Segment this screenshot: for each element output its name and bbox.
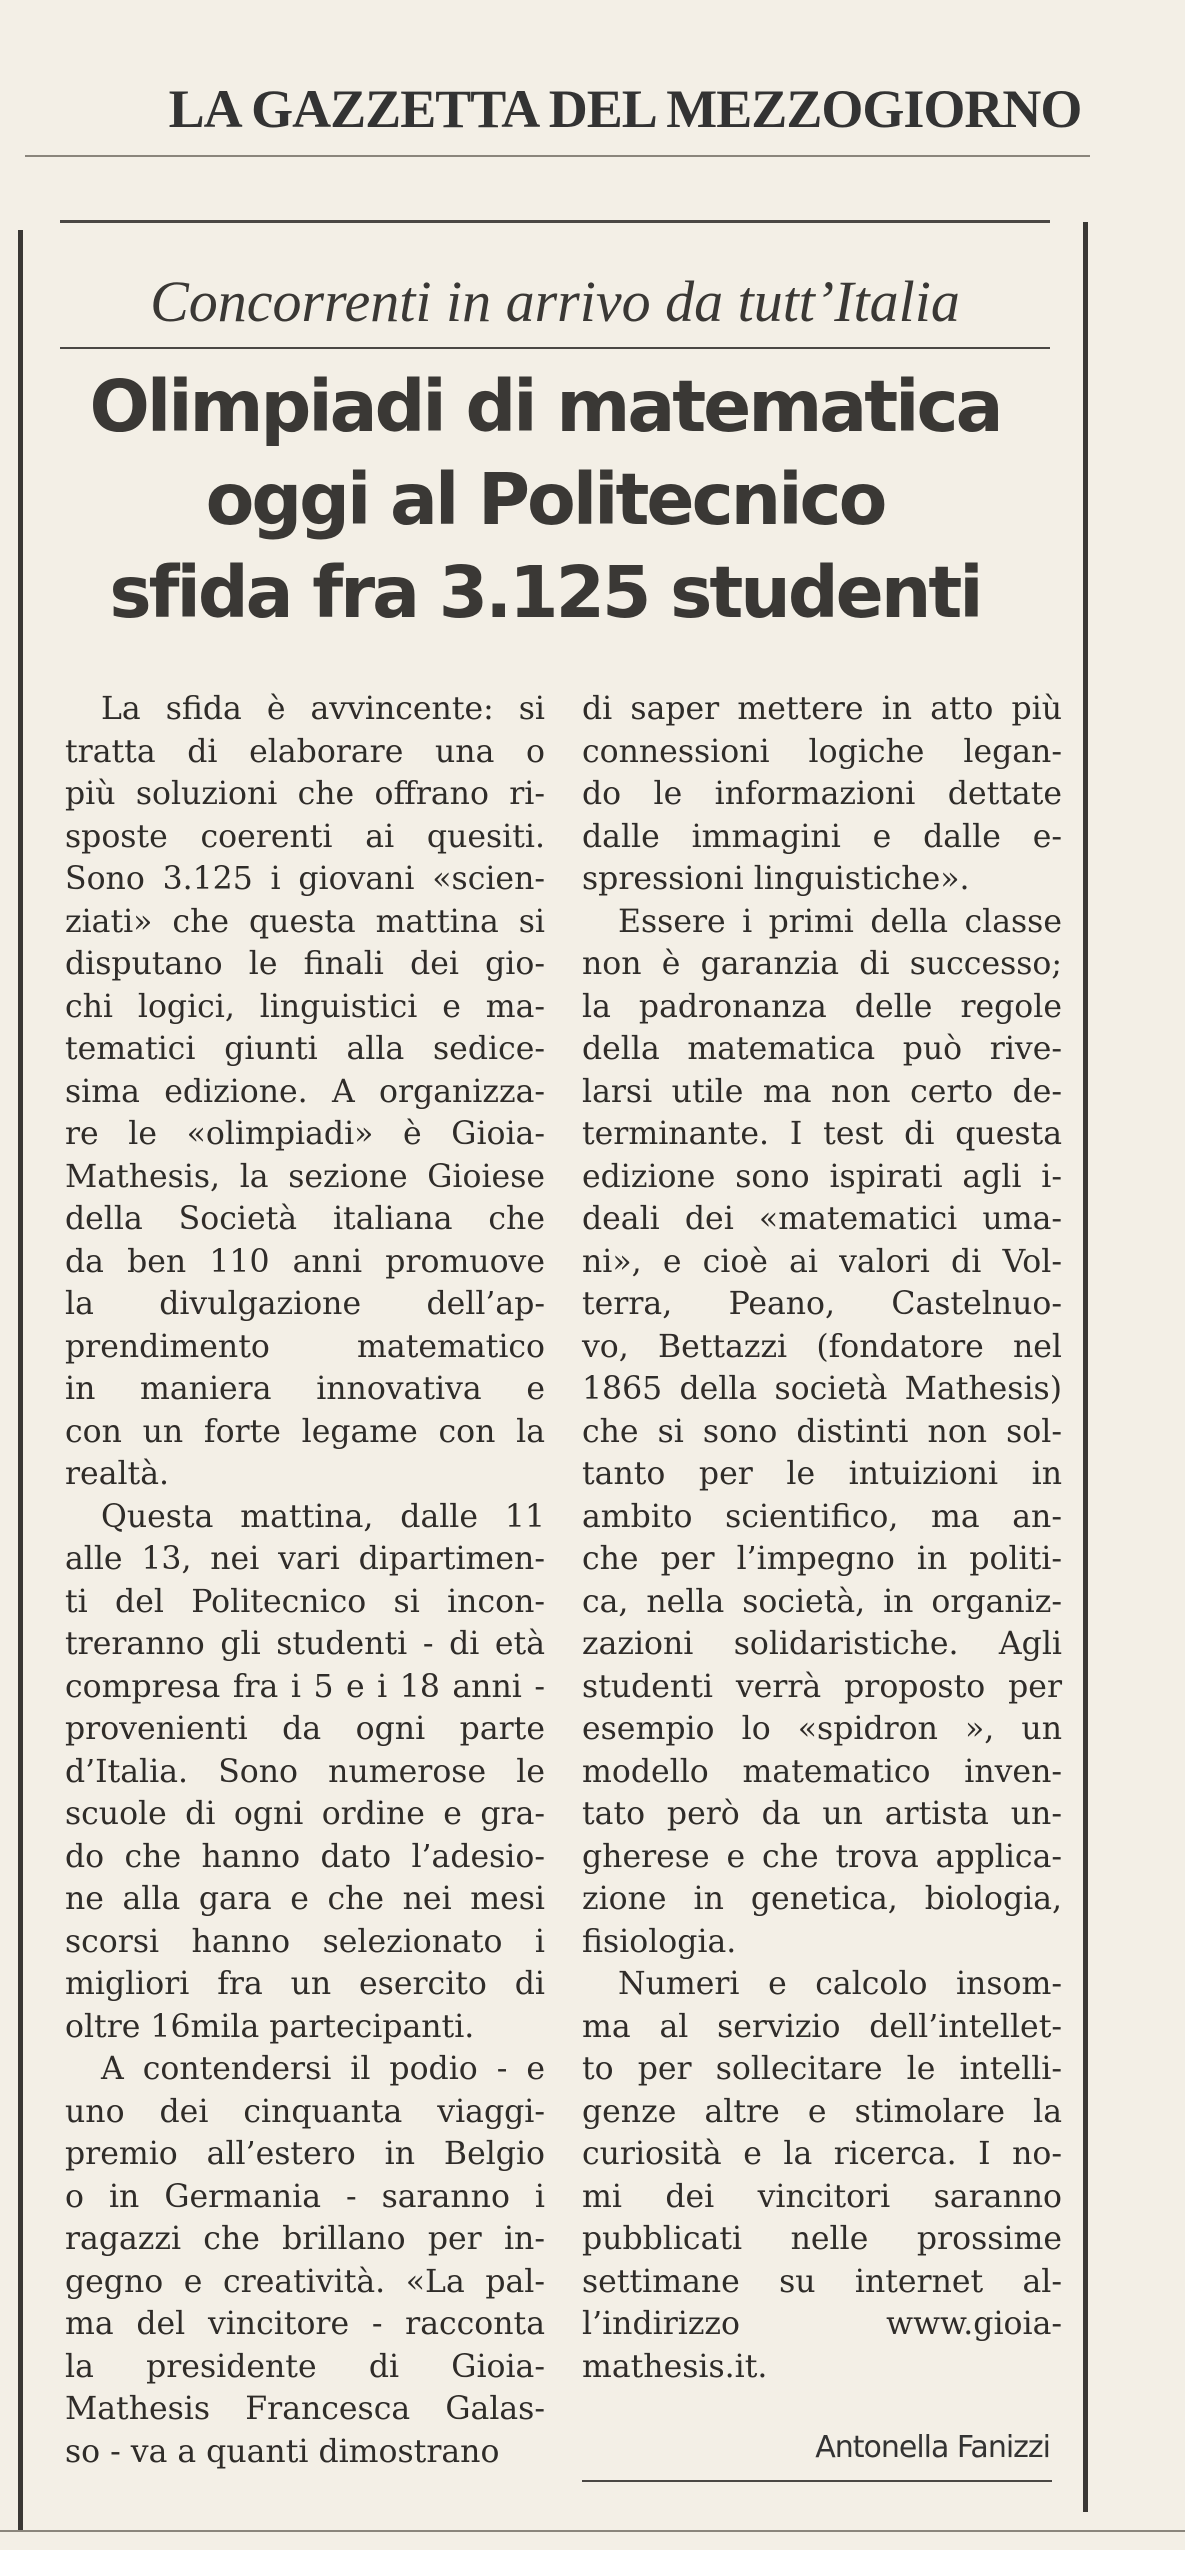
article-byline: Antonella Fanizzi — [815, 2430, 1050, 2465]
headline-line: oggi al Politecnico — [205, 458, 885, 541]
text-line: della matematica può rive- — [582, 1031, 1062, 1067]
text-line: zazioni solidaristiche. Agli — [582, 1626, 1062, 1662]
text-line: più soluzioni che offrano ri- — [65, 776, 545, 812]
text-line: mi dei vincitori saranno — [582, 2178, 1062, 2215]
text-line: ambito scientifico, ma an- — [582, 1498, 1062, 1535]
text-line: ca, nella società, in organiz- — [582, 1583, 1062, 1620]
text-line: la divulgazione dell’ap- — [65, 1286, 545, 1322]
text-line: connessioni logiche legan- — [582, 733, 1062, 770]
text-line: alle 13, nei vari dipartimen- — [65, 1541, 545, 1577]
text-line: prendimento matematico — [65, 1328, 545, 1365]
text-line: o in Germania - saranno i — [65, 2178, 545, 2215]
text-line: migliori fra un esercito di — [65, 1966, 545, 2002]
text-line: studenti verrà proposto per — [582, 1668, 1062, 1705]
text-line: do le informazioni dettate — [582, 776, 1062, 812]
headline-line: Olimpiadi di matematica — [89, 365, 1001, 448]
text-line: di saper mettere in atto più — [582, 691, 1062, 727]
newspaper-masthead: LA GAZZETTA DEL MEZZOGIORNO — [168, 79, 1082, 139]
text-line: la padronanza delle regole — [582, 988, 1062, 1025]
text-line: to per sollecitare le intelli- — [582, 2051, 1062, 2087]
text-line: deali dei «matematici uma- — [582, 1201, 1062, 1237]
text-line: 1865 della società Mathesis) — [582, 1371, 1062, 1407]
text-line: compresa fra i 5 e i 18 anni - — [65, 1668, 545, 1705]
text-line: dalle immagini e dalle e- — [582, 818, 1062, 855]
text-line: A contendersi il podio - e — [101, 2051, 545, 2087]
text-line: ma al servizio dell’intellet- — [582, 2008, 1062, 2045]
text-line: genze altre e stimolare la — [582, 2093, 1062, 2130]
text-line: tratta di elaborare una o — [65, 733, 545, 770]
text-line: l’indirizzo www.gioia- — [582, 2306, 1062, 2342]
text-line: curiosità e la ricerca. I no- — [582, 2136, 1062, 2172]
text-line: Numeri e calcolo insom- — [618, 1966, 1062, 2002]
text-line: vo, Bettazzi (fondatore nel — [582, 1328, 1062, 1365]
text-line: premio all’estero in Belgio — [65, 2136, 545, 2172]
text-line: ziati» che questa mattina si — [65, 903, 545, 940]
text-line: ni», e cioè ai valori di Vol- — [582, 1243, 1062, 1280]
text-line: terminante. I test di questa — [582, 1116, 1062, 1152]
text-line: oltre 16mila partecipanti. — [65, 2008, 475, 2045]
text-line: so - va a quanti dimostrano — [65, 2433, 500, 2470]
text-line: gherese e che trova applica- — [582, 1838, 1062, 1875]
kicker-bottom-rule — [60, 347, 1050, 349]
text-line: che per l’impegno in politi- — [582, 1541, 1062, 1577]
text-line: zione in genetica, biologia, — [582, 1881, 1062, 1917]
text-line: in maniera innovativa e — [65, 1371, 545, 1407]
page-bottom-rule — [0, 2530, 1185, 2532]
text-line: fisiologia. — [582, 1923, 737, 1960]
text-line: Mathesis Francesca Galas- — [65, 2391, 545, 2427]
text-line: do che hanno dato l’adesio- — [65, 1838, 545, 1875]
article-headline — [40, 360, 1050, 639]
article-column-right — [582, 688, 1062, 2388]
text-line: chi logici, linguistici e ma- — [65, 988, 545, 1025]
text-line: sima edizione. A organizza- — [65, 1073, 545, 1110]
text-line: scorsi hanno selezionato i — [65, 1923, 545, 1960]
text-line: spressioni linguistiche». — [582, 861, 970, 897]
text-line: mathesis.it. — [582, 2348, 768, 2385]
text-line: tato però da un artista un- — [582, 1796, 1062, 1832]
text-line: ma del vincitore - racconta — [65, 2306, 545, 2342]
byline-rule — [582, 2480, 1052, 2482]
frame-left-border — [18, 230, 23, 2530]
text-line: settimane su internet al- — [582, 2263, 1062, 2300]
kicker-top-rule — [60, 220, 1050, 223]
text-line: della Società italiana che — [65, 1201, 545, 1237]
text-line: provenienti da ogni parte — [65, 1711, 545, 1747]
text-line: treranno gli studenti - di età — [65, 1626, 545, 1662]
text-line: Mathesis, la sezione Gioiese — [65, 1158, 545, 1195]
text-line: pubblicati nelle prossime — [582, 2221, 1062, 2257]
text-line: modello matematico inven- — [582, 1753, 1062, 1790]
text-line: edizione sono ispirati agli i- — [582, 1158, 1062, 1195]
text-line: realtà. — [65, 1456, 170, 1492]
text-line: non è garanzia di successo; — [582, 946, 1062, 982]
text-line: Sono 3.125 i giovani «scien- — [65, 861, 545, 897]
text-line: la presidente di Gioia- — [65, 2348, 545, 2385]
text-line: terra, Peano, Castelnuo- — [582, 1286, 1062, 1322]
text-line: con un forte legame con la — [65, 1413, 545, 1450]
article-kicker: Concorrenti in arrivo da tutt’Italia — [150, 269, 960, 334]
text-line: che si sono distinti non sol- — [582, 1413, 1062, 1450]
text-line: gegno e creatività. «La pal- — [65, 2263, 545, 2300]
text-line: tematici giunti alla sedice- — [65, 1031, 545, 1067]
text-line: disputano le finali dei gio- — [65, 946, 545, 982]
text-line: ne alla gara e che nei mesi — [65, 1881, 545, 1917]
text-line: larsi utile ma non certo de- — [582, 1073, 1062, 1110]
text-line: da ben 110 anni promuove — [65, 1243, 545, 1280]
frame-right-border — [1083, 222, 1088, 2512]
text-line: Essere i primi della classe — [618, 903, 1062, 940]
text-line: d’Italia. Sono numerose le — [65, 1753, 545, 1790]
text-line: La sfida è avvincente: si — [101, 691, 545, 727]
text-line: re le «olimpiadi» è Gioia- — [65, 1116, 545, 1152]
text-line: sposte coerenti ai quesiti. — [65, 818, 545, 855]
text-line: tanto per le intuizioni in — [582, 1456, 1062, 1492]
article-column-left — [65, 688, 545, 2473]
text-line: Questa mattina, dalle 11 — [101, 1498, 545, 1535]
masthead-rule — [25, 155, 1090, 157]
text-line: ti del Politecnico si incon- — [65, 1583, 545, 1620]
text-line: esempio lo «spidron », un — [582, 1711, 1062, 1747]
text-line: scuole di ogni ordine e gra- — [65, 1796, 545, 1832]
text-line: uno dei cinquanta viaggi- — [65, 2093, 545, 2130]
text-line: ragazzi che brillano per in- — [65, 2221, 545, 2257]
headline-line: sfida fra 3.125 studenti — [109, 551, 981, 634]
